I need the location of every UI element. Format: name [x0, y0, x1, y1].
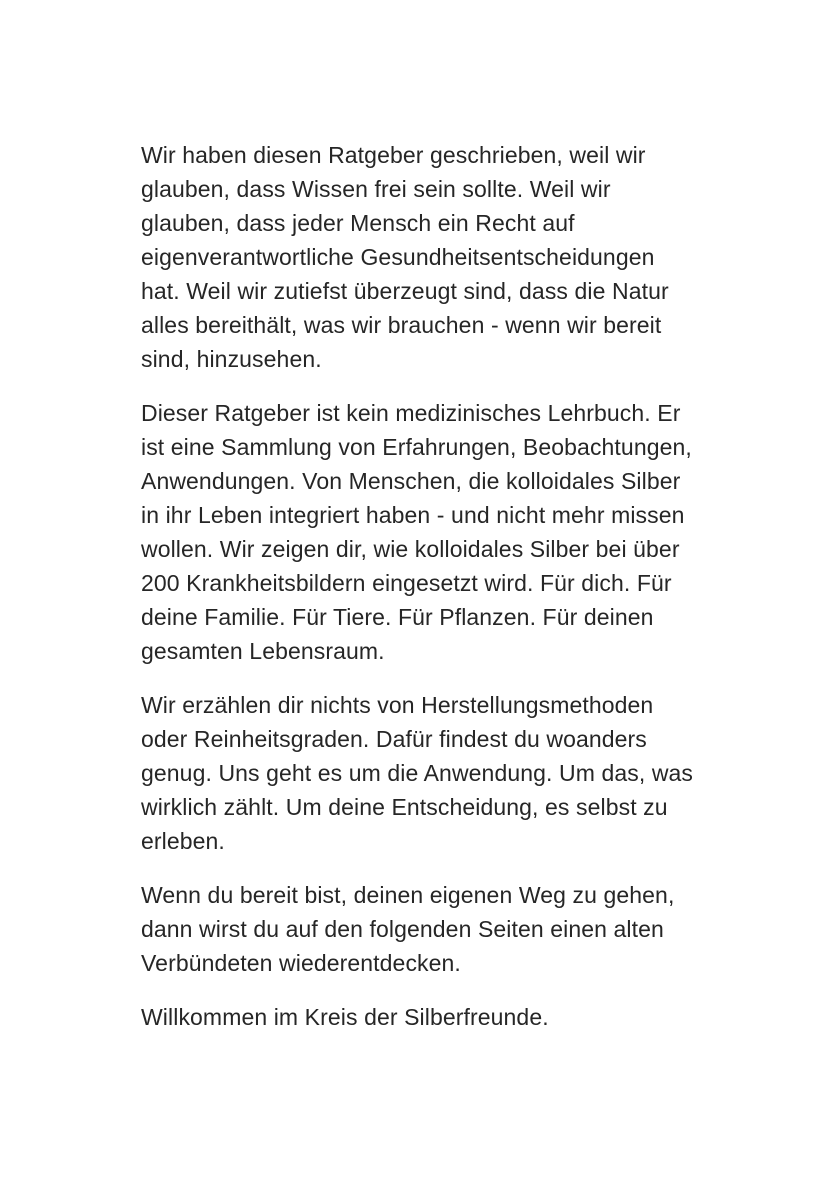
page-text-block — [141, 138, 697, 1034]
paragraph-own-path: Wenn du bereit bist, deinen eigenen Weg zu gehen, dann wirst du auf den folgenden Seiten einen alten Verbündeten wiederentdecken. — [141, 882, 675, 976]
paragraph-intro-beliefs: Wir haben diesen Ratgeber geschrieben, weil wir glauben, dass Wissen frei sein sollte. Weil wir glauben, dass jeder Mensch ein Recht auf eigenverantwortliche Gesundheitsentscheidungen hat. Weil wir zutiefst überzeugt sind, dass die Natur alles bereithält, was wir brauchen - wenn wir bereit sind, hinzusehen. — [141, 142, 669, 372]
paragraph-focus-application: Wir erzählen dir nichts von Herstellungsmethoden oder Reinheitsgraden. Dafür findest du woanders genug. Uns geht es um die Anwendung. Um das, was wirklich zählt. Um deine Entscheidung, es selbst zu erleben. — [141, 692, 694, 854]
paragraph-welcome: Willkommen im Kreis der Silberfreunde. — [141, 1004, 549, 1030]
paragraph-about-guide: Dieser Ratgeber ist kein medizinisches Lehrbuch. Er ist eine Sammlung von Erfahrungen, Beobachtungen, Anwendungen. Von Menschen, die kolloidales Silber in ihr Leben integriert haben - und nicht mehr missen wollen. Wir zeigen dir, wie kolloidales Silber bei über 200 Krankheitsbildern eingesetzt wird. Für dich. Für deine Familie. Für Tiere. Für Pflanzen. Für deinen gesamten Lebensraum. — [141, 400, 692, 664]
